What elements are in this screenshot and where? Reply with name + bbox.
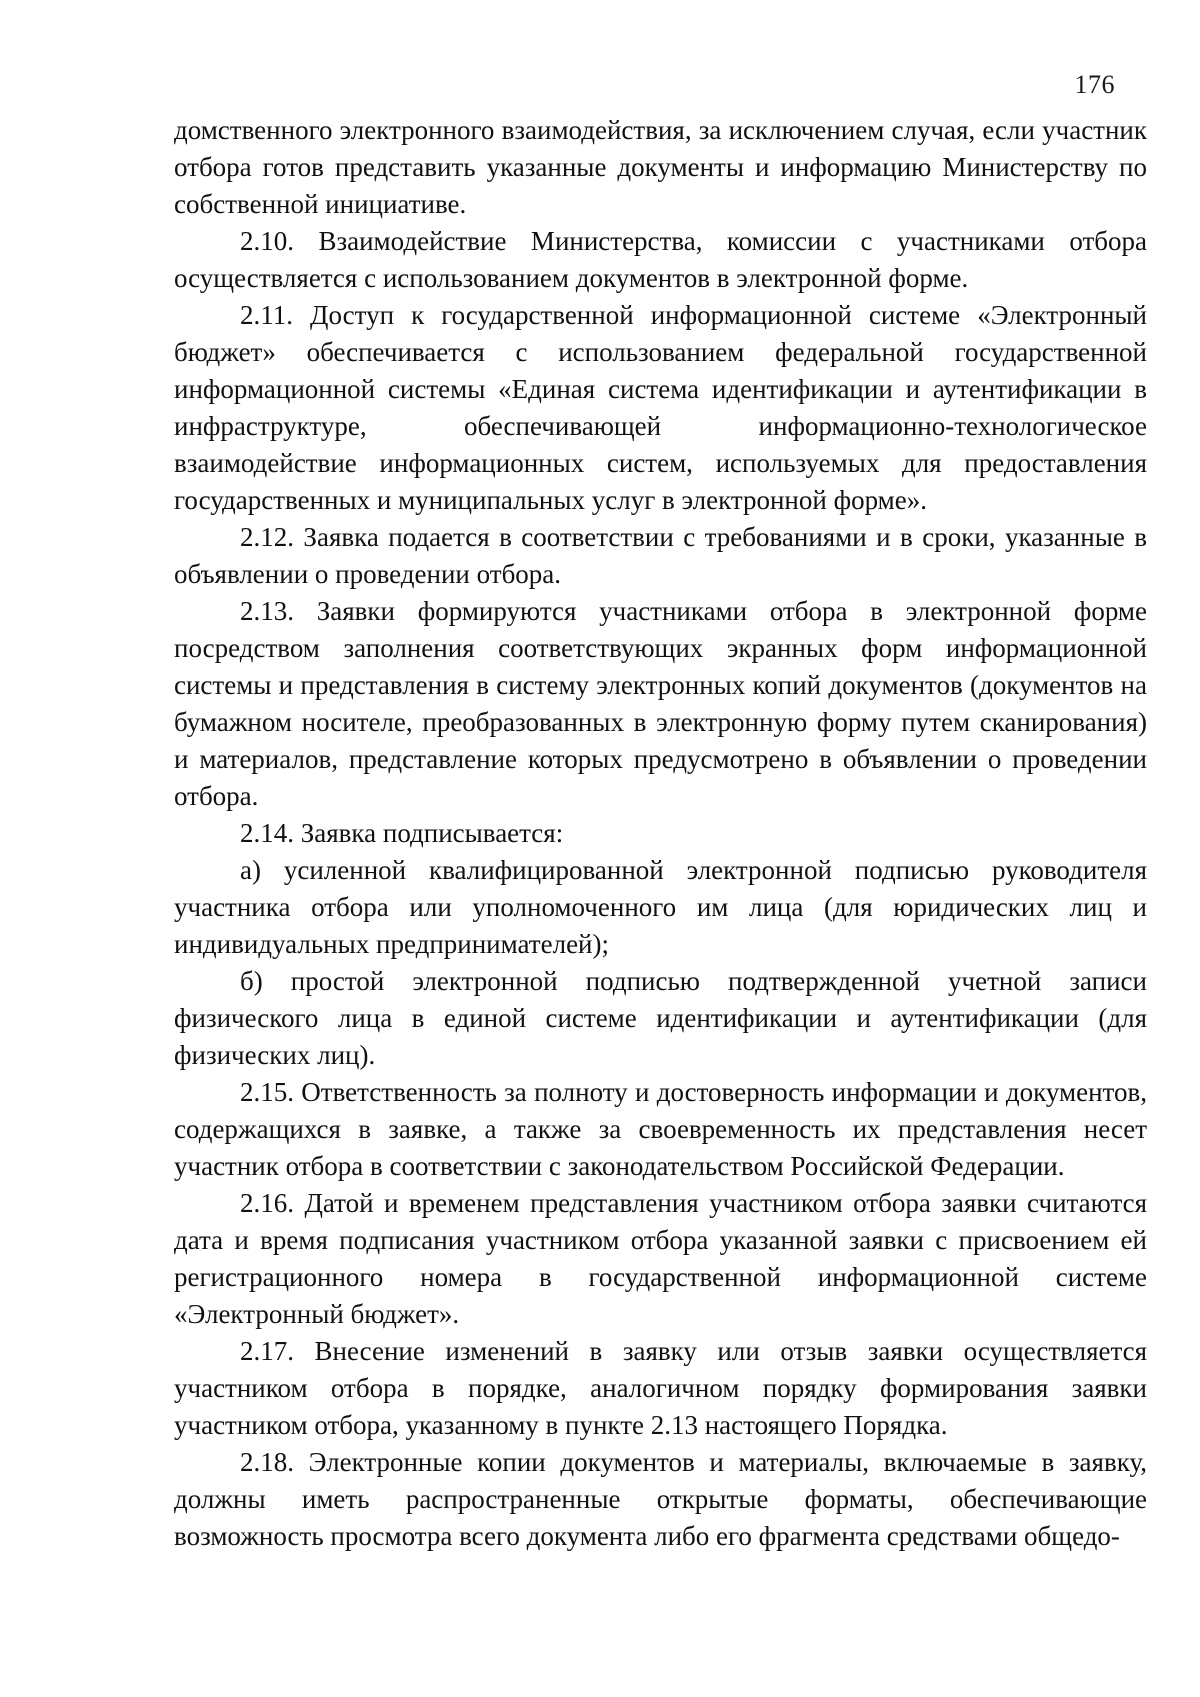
paragraph-2-14-a: а) усиленной квалифицированной электронной подписью руководителя участника отбора или уполномоченного им лица (для юридических лиц и индивидуальных предпринимателей);: [174, 855, 1147, 959]
paragraph-2-10: 2.10. Взаимодействие Министерства, комиссии с участниками отбора осуществляется с использованием документов в электронной форме.: [174, 226, 1147, 293]
paragraph-2-11: 2.11. Доступ к государственной информационной системе «Электронный бюджет» обеспечивается с использованием федеральной государственной информационной системы «Единая система идентификации и аутентификации в инфраструктуре, обеспечивающей информационно-технологическое взаимодействие информационных систем, используемых для предоставления государственных и муниципальных услуг в электронной форме».: [174, 300, 1147, 515]
paragraph-continuation: домственного электронного взаимодействия, за исключением случая, если участник отбора готов представить указанные документы и информацию Министерству по собственной инициативе.: [174, 115, 1147, 219]
paragraph-2-16: 2.16. Датой и временем представления участником отбора заявки считаются дата и время подписания участником отбора указанной заявки с присвоением ей регистрационного номера в государственной информационной системе «Электронный бюджет».: [174, 1188, 1147, 1329]
page-number: 176: [1074, 70, 1115, 99]
paragraph-2-14-b: б) простой электронной подписью подтвержденной учетной записи физического лица в единой системе идентификации и аутентификации (для физических лиц).: [174, 966, 1147, 1070]
paragraph-2-14: 2.14. Заявка подписывается:: [240, 818, 564, 848]
paragraph-2-12: 2.12. Заявка подается в соответствии с требованиями и в сроки, указанные в объявлении о проведении отбора.: [174, 522, 1147, 589]
paragraph-2-18: 2.18. Электронные копии документов и материалы, включаемые в заявку, должны иметь распространенные открытые форматы, обеспечивающие возможность просмотра всего документа либо его фрагмента средствами общедо-: [174, 1447, 1147, 1551]
document-body: [174, 112, 1147, 1555]
paragraph-2-13: 2.13. Заявки формируются участниками отбора в электронной форме посредством заполнения соответствующих экранных форм информационной системы и представления в систему электронных копий документов (документов на бумажном носителе, преобразованных в электронную форму путем сканирования) и материалов, представление которых предусмотрено в объявлении о проведении отбора.: [174, 596, 1147, 811]
paragraph-2-17: 2.17. Внесение изменений в заявку или отзыв заявки осуществляется участником отбора в порядке, аналогичном порядку формирования заявки участником отбора, указанному в пункте 2.13 настоящего Порядка.: [174, 1336, 1147, 1440]
paragraph-2-15: 2.15. Ответственность за полноту и достоверность информации и документов, содержащихся в заявке, а также за своевременность их представления несет участник отбора в соответствии с законодательством Российской Федерации.: [174, 1077, 1147, 1181]
